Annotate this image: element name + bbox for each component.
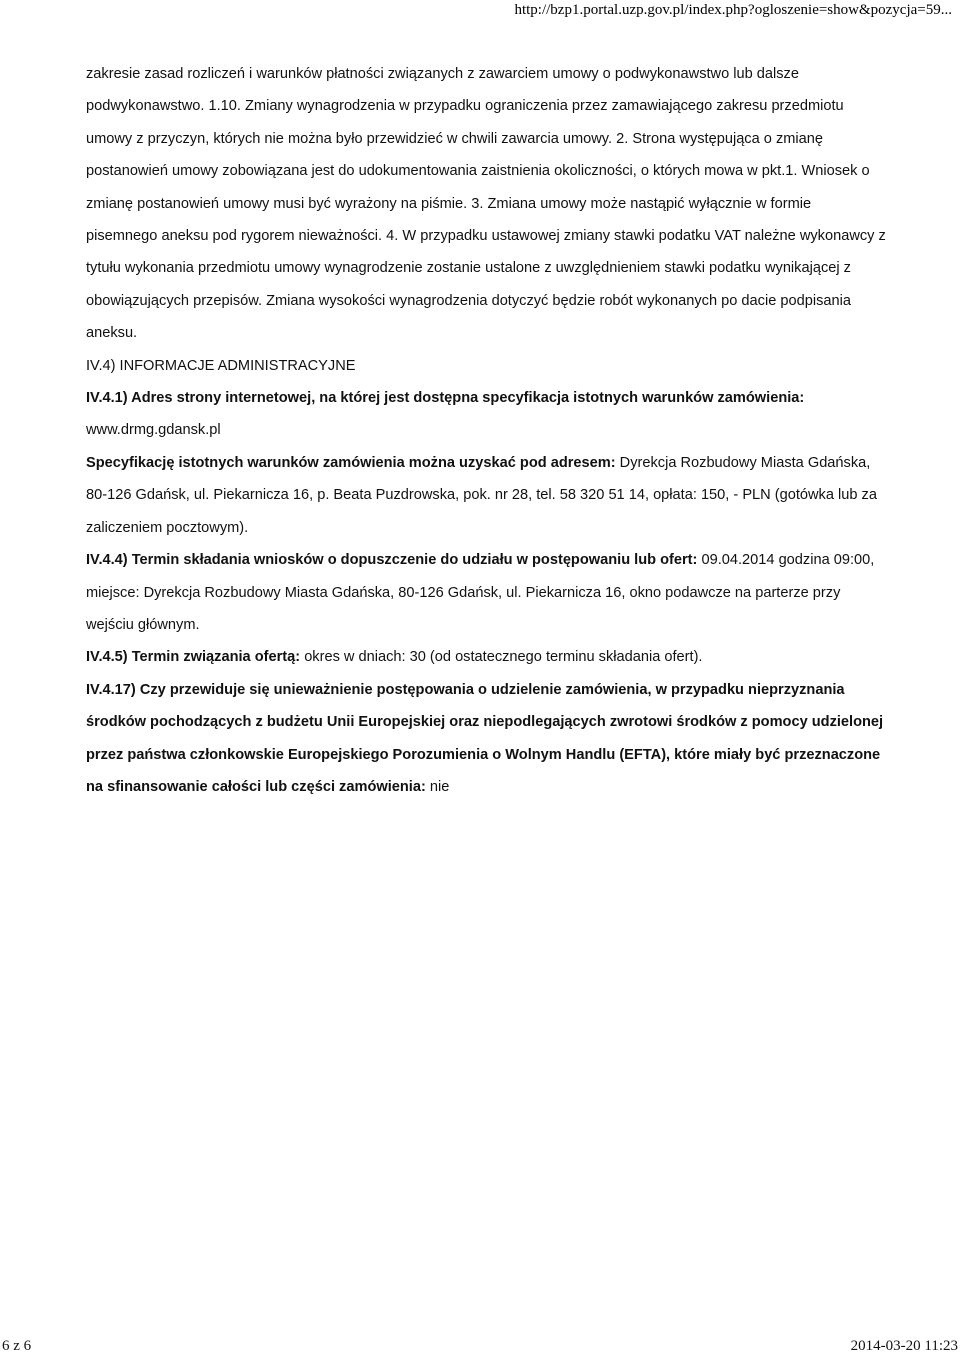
item-4-4-4 bbox=[86, 544, 886, 641]
item-4-4-1-label: IV.4.1) Adres strony internetowej, na której jest dostępna specyfikacja istotnych warunków zamówienia: bbox=[86, 390, 805, 407]
print-header-url: http://bzp1.portal.uzp.gov.pl/index.php?ogloszenie=show&pozycja=59... bbox=[514, 2, 952, 18]
item-4-4-17 bbox=[86, 674, 886, 804]
item-4-4-17-label: IV.4.17) Czy przewiduje się unieważnienie postępowania o udzielenie zamówienia, w przypadku nieprzyznania środków pochodzących z budżetu Unii Europejskiej oraz niepodlegających zwrotowi środków z pomocy udzielonej przez państwa członkowskie Europejskiego Porozumienia o Wolnym Handlu (EFTA), które miały być przeznaczone na sfinansowanie całości lub części zamówienia: bbox=[86, 681, 884, 795]
item-4-4-5-value: okres w dniach: 30 (od ostatecznego terminu składania ofert). bbox=[304, 649, 703, 666]
item-specification-address bbox=[86, 447, 886, 544]
item-4-4-17-value: nie bbox=[429, 778, 450, 795]
specification-value: Dyrekcja Rozbudowy Miasta Gdańska, 80-126 Gdańsk, ul. Piekarnicza 16, p. Beata Puzdrowska, pok. nr 28, tel. 58 320 51 14, opłata: 150, - PLN (gotówka lub za zaliczeniem pocztowym). bbox=[86, 454, 877, 536]
item-4-4-1-value: www.drmg.gdansk.pl bbox=[86, 422, 221, 439]
section-heading-text: IV.4) INFORMACJE ADMINISTRACYJNE bbox=[86, 357, 356, 374]
section-heading-administrative bbox=[86, 350, 886, 382]
item-4-4-5-label: IV.4.5) Termin związania ofertą: bbox=[86, 649, 301, 666]
item-4-4-4-value: 09.04.2014 godzina 09:00, miejsce: Dyrekcja Rozbudowy Miasta Gdańska, 80-126 Gdańsk, ul. Piekarnicza 16, okno podawcze na parterze przy wejściu głównym. bbox=[86, 552, 875, 633]
paragraph-contract-changes: zakresie zasad rozliczeń i warunków płatności związanych z zawarciem umowy o podwykonawstwo lub dalsze podwykonawstwo. 1.10. Zmiany wynagrodzenia w przypadku ograniczenia przez zamawiającego zakresu przedmiotu umowy z przyczyn, których nie można było przewidzieć w chwili zawarcia umowy. 2. Strona występująca o zmianę postanowień umowy zobowiązana jest do udokumentowania zaistnienia okoliczności, o których mowa w pkt.1. Wniosek o zmianę postanowień umowy musi być wyrażony na piśmie. 3. Zmiana umowy może nastąpić wyłącznie w formie pisemnego aneksu pod rygorem nieważności. 4. W przypadku ustawowej zmiany stawki podatku VAT należne wykonawcy z tytułu wykonania przedmiotu umowy wynagrodzenie zostanie ustalone z uwzględnieniem stawki podatku wynikającej z obowiązujących przepisów. Zmiana wysokości wynagrodzenia dotyczyć będzie robót wykonanych po dacie podpisania aneksu. bbox=[86, 66, 886, 342]
item-4-4-1 bbox=[86, 382, 886, 447]
item-4-4-5 bbox=[86, 641, 886, 673]
print-timestamp: 2014-03-20 11:23 bbox=[850, 1338, 958, 1354]
page-number: 6 z 6 bbox=[2, 1338, 32, 1354]
item-4-4-4-label: IV.4.4) Termin składania wniosków o dopuszczenie do udziału w postępowaniu lub ofert: bbox=[86, 552, 698, 569]
specification-label: Specyfikację istotnych warunków zamówienia można uzyskać pod adresem: bbox=[86, 454, 616, 471]
document-body bbox=[86, 58, 886, 803]
